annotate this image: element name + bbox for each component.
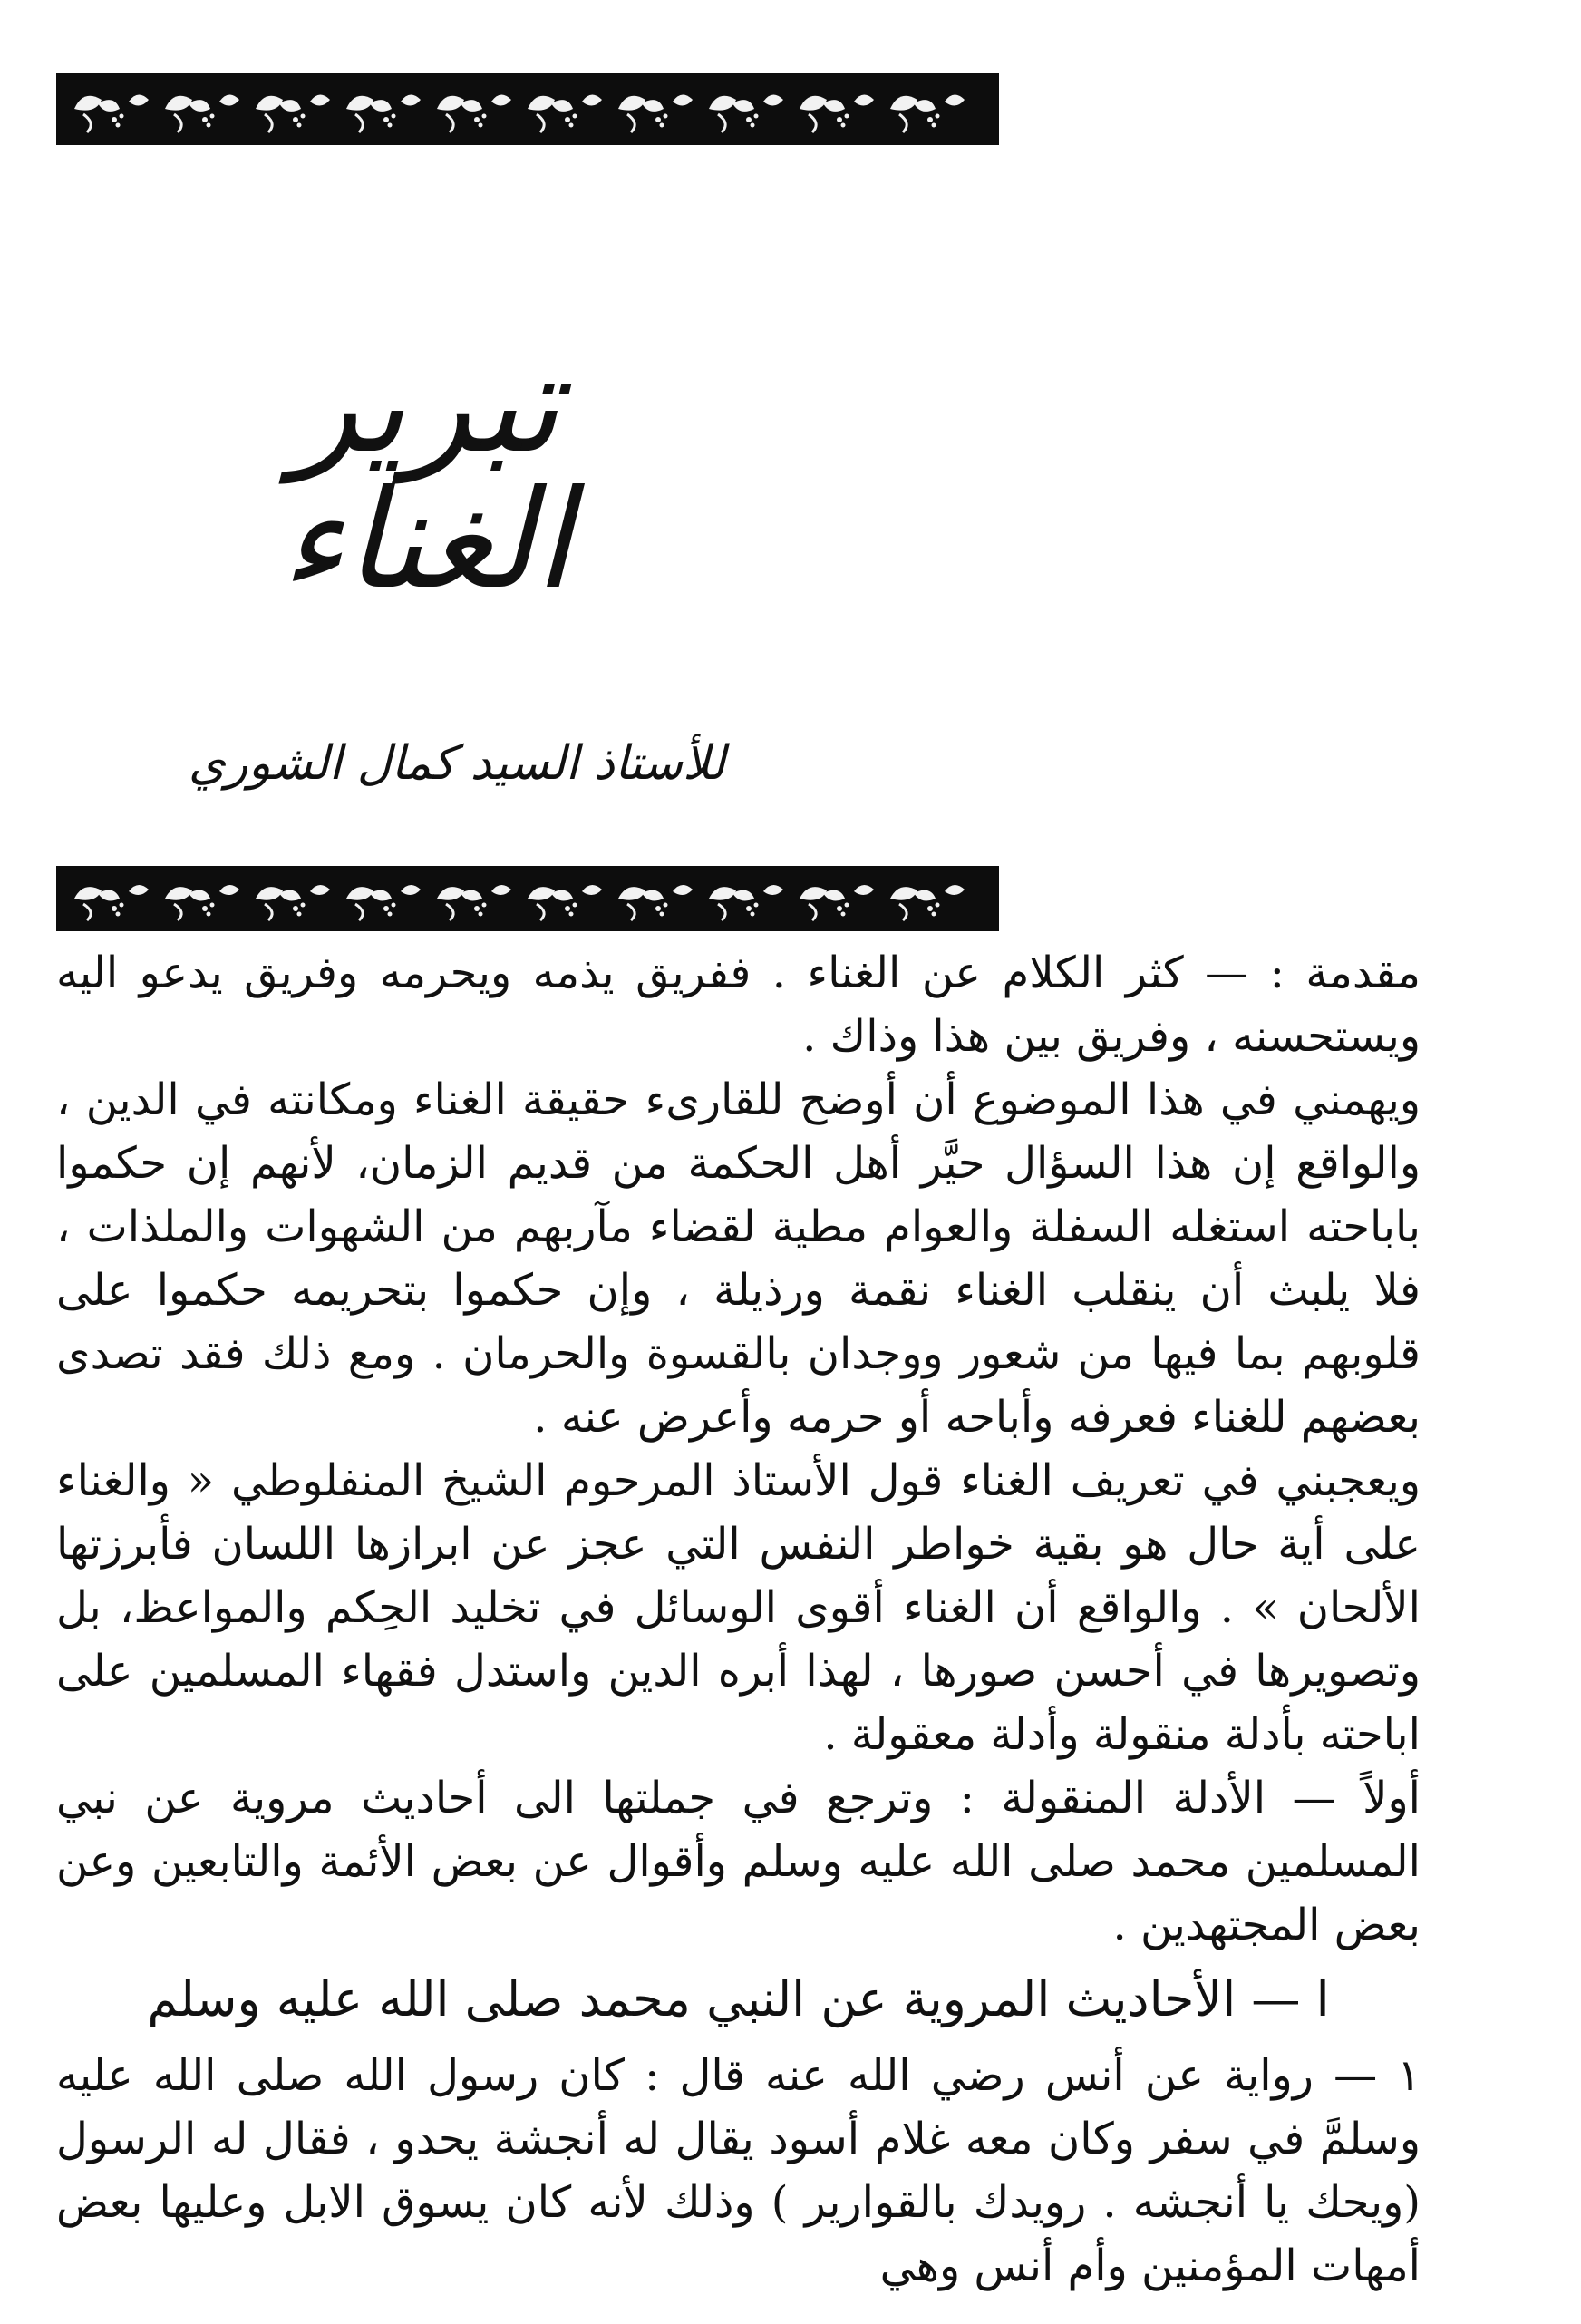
top-ornament-band (56, 73, 999, 145)
leaf-vine-ornament-icon (56, 866, 999, 931)
paragraph-purpose: ويهمني في هذا الموضوع أن أوضح للقارىء حقيقة الغناء ومكانته في الدين ، والواقع إن هذا السؤال حيَّر أهل الحكمة من قديم الزمان، لأنهم إن حكموا باباحته استغله السفلة والعوام مطية لقضاء مآربهم من الشهوات والملذات ، فلا يلبث أن ينقلب الغناء نقمة ورذيلة ، وإن حكموا بتحريمه حكموا على قلوبهم بما فيها من شعور ووجدان بالقسوة والحرمان . ومع ذلك فقد تصدى بعضهم للغناء فعرفه وأباحه أو حرمه وأعرض عنه . (56, 1074, 1421, 1443)
section-heading: ا — الأحاديث المروية عن النبي محمد صلى الله عليه وسلم (147, 1970, 1330, 2027)
page-title: تبرير الغناء (280, 325, 572, 619)
leaf-vine-ornament-icon (56, 73, 999, 145)
paragraph-hadith-anas: ١ — رواية عن أنس رضي الله عنه قال : كان رسول الله صلى الله عليه وسلمَّ في سفر وكان معه غلام أسود يقال له أنجشة يحدو ، فقال له الرسول (ويحك يا أنجشه . رويدك بالقوارير ) وذلك لأنه كان يسوق الابل وعليها بعض أمهات المؤمنين وأم أنس وهي (56, 2050, 1421, 2291)
article-body (56, 941, 1421, 2298)
paragraph-intro: مقدمة : — كثر الكلام عن الغناء . ففريق يذمه ويحرمه وفريق يدعو اليه ويستحسنه ، وفريق بين هذا وذاك . (56, 948, 1421, 1062)
paragraph-definition: ويعجبني في تعريف الغناء قول الأستاذ المرحوم الشيخ المنفلوطي « والغناء على أية حال هو بقية خواطر النفس التي عجز عن ابرازها اللسان فأبرزتها الألحان » . والواقع أن الغناء أقوى الوسائل في تخليد الحِكم والمواعظ، بل وتصويرها في أحسن صورها ، لهذا أبره الدين واستدل فقهاء المسلمين على اباحته بأدلة منقولة وأدلة معقولة . (56, 1455, 1421, 1760)
author-byline: للأستاذ السيد كمال الشوري (188, 736, 725, 791)
middle-ornament-band (56, 866, 999, 931)
paragraph-first-evidence: أولاً — الأدلة المنقولة : وترجع في جملتها الى أحاديث مروية عن نبي المسلمين محمد صلى الله عليه وسلم وأقوال عن بعض الأئمة والتابعين وعن بعض المجتهدين . (56, 1773, 1421, 1950)
